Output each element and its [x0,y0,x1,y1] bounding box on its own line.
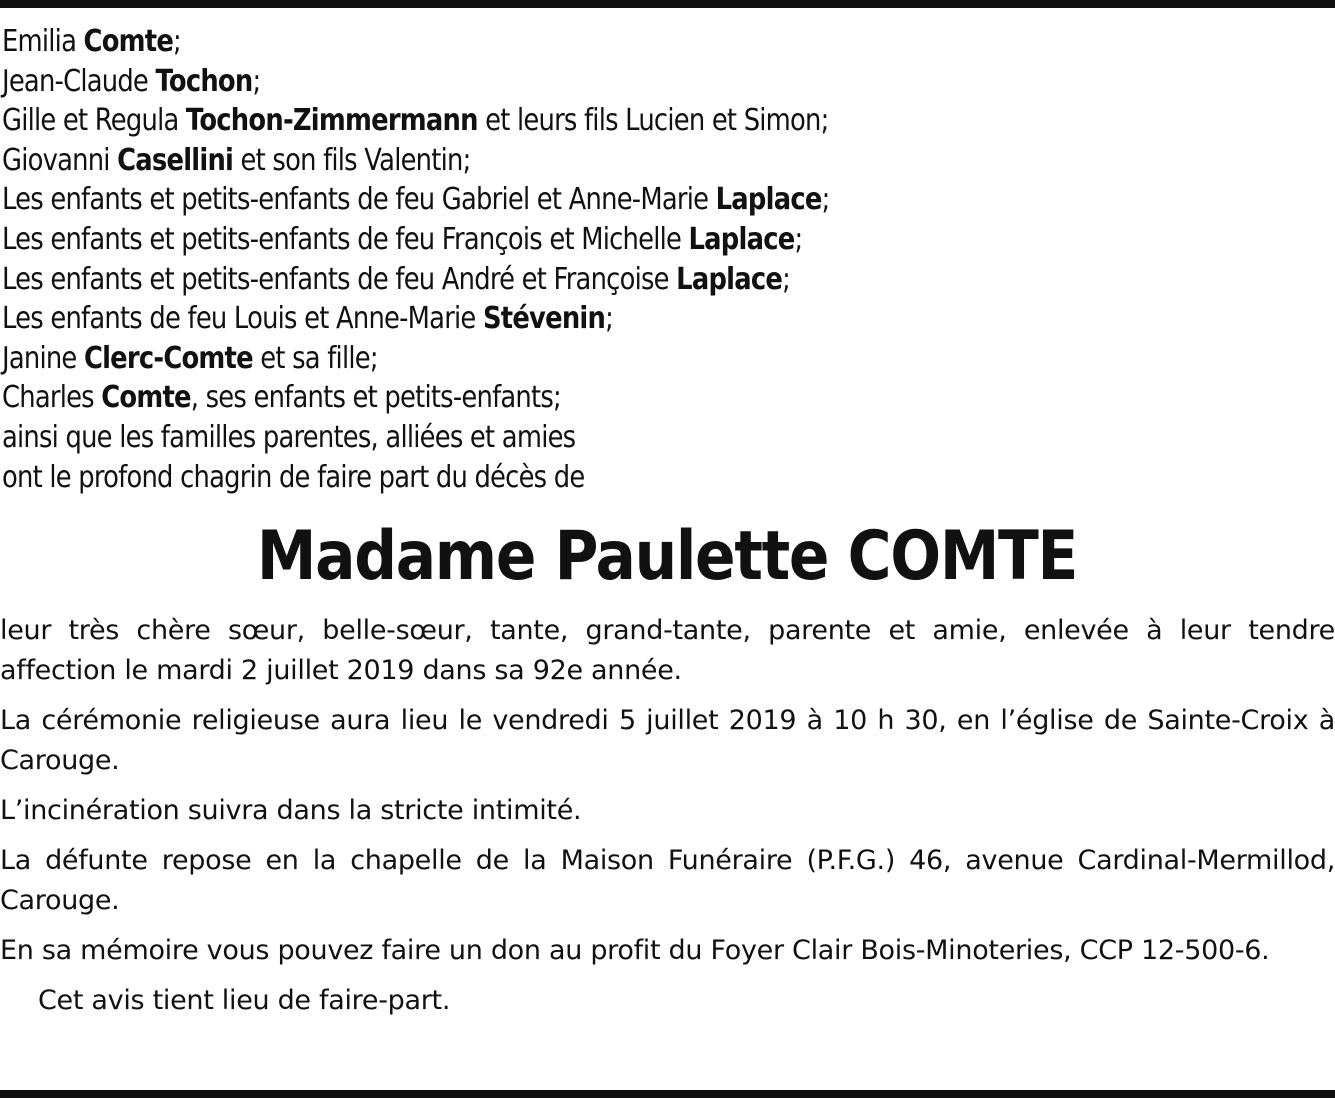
family-line: ont le profond chagrin de faire part du décès de [2,459,585,495]
family-line: Jean-Claude Tochon; [2,63,261,99]
paragraph-incineration: L’incinération suivra dans la stricte intimité. [0,795,582,826]
deceased-name: Madame Paulette COMTE [257,517,1078,596]
family-line: Gille et Regula Tochon-Zimmermann et leurs fils Lucien et Simon; [2,103,829,139]
paragraph-ceremony: La cérémonie religieuse aura lieu le vendredi 5 juillet 2019 à 10 h 30, en l’église de Sainte-Croix à Carouge. [0,705,1335,776]
paragraph-repose: La défunte repose en la chapelle de la Maison Funéraire (P.F.G.) 46, avenue Cardinal-Mermillod, Carouge. [0,845,1335,916]
paragraph-donation: En sa mémoire vous pouvez faire un don au profit du Foyer Clair Bois-Minoteries, CCP 12-500-6. [0,935,1270,966]
family-line: Giovanni Casellini et son fils Valentin; [2,142,471,178]
family-line: Les enfants et petits-enfants de feu François et Michelle Laplace; [2,221,803,257]
family-line: Charles Comte, ses enfants et petits-enfants; [2,380,561,416]
closing-note: Cet avis tient lieu de faire-part. [38,985,451,1016]
family-line: Les enfants et petits-enfants de feu André et Françoise Laplace; [2,261,791,297]
family-line: Les enfants de feu Louis et Anne-Marie Stévenin; [2,301,614,337]
family-line: ainsi que les familles parentes, alliées et amies [2,419,576,455]
family-list [2,22,1146,497]
family-line: Emilia Comte; [2,24,181,59]
paragraph-tribute: leur très chère sœur, belle-sœur, tante, grand-tante, parente et amie, enlevée à leur tendre affection le mardi 2 juillet 2019 dans sa 92e année. [0,615,1335,686]
notice-body [0,611,1335,1031]
family-line: Les enfants et petits-enfants de feu Gabriel et Anne-Marie Laplace; [2,182,830,218]
bottom-rule [0,1090,1335,1098]
top-rule [0,0,1335,8]
family-line: Janine Clerc-Comte et sa fille; [2,340,378,376]
